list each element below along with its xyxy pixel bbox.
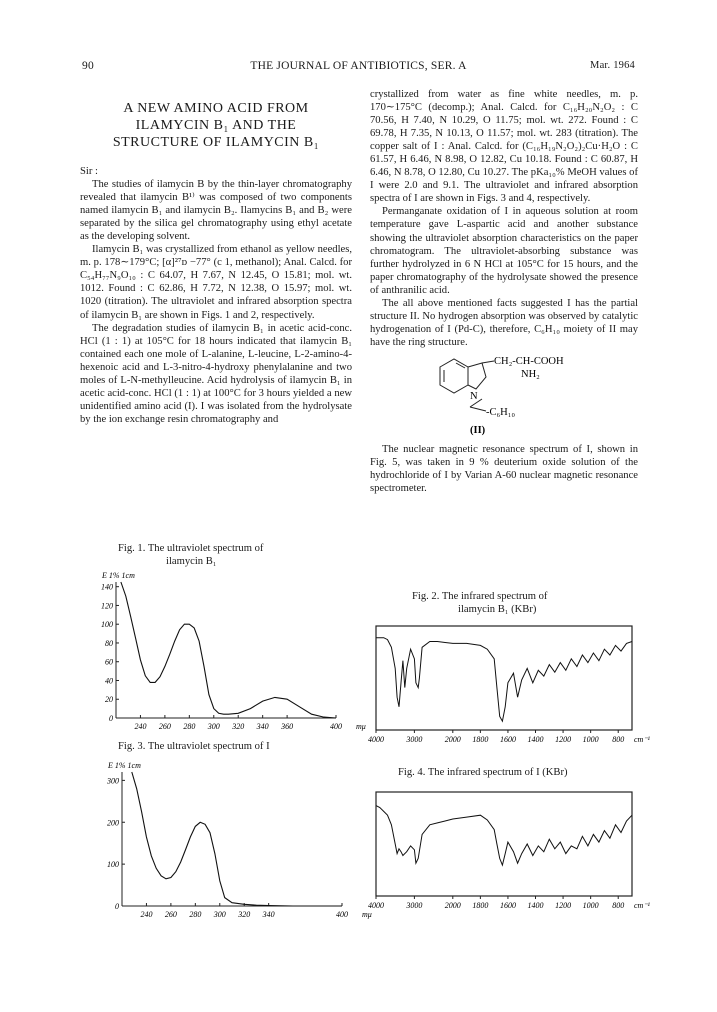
- y-axis-label: E 1% 1cm: [108, 761, 141, 770]
- x-unit-label: mμ: [362, 910, 372, 919]
- x-tick-label: 240: [140, 910, 153, 919]
- caption-line: ilamycin B₁ (KBr): [458, 604, 537, 615]
- x-tick-label: 2000: [444, 901, 461, 910]
- title-line: ILAMYCIN B₁ AND THE: [135, 118, 297, 133]
- fig1-svg: [80, 568, 366, 734]
- x-tick-label: 300: [213, 910, 226, 919]
- y-tick-label: 140: [101, 582, 113, 592]
- x-tick-label: 400: [330, 722, 342, 731]
- paragraph: The degradation studies of ilamycin B₁ in acetic acid-conc. HCl (1 : 1) at 105°C for 18 hours indicated that ilamycin B₁ contained each one mole of L-alanine, L-leucine, L-2-amino-4-hexenoic acid and L-3-nitro-4-hydroxy phenylalanine and two moles of L-N-methylleucine. Acid hydrolysis of ilamycin B₁ in acetic acid-conc. HCl (1 : 1) at 100°C for 3 hours yielded a new unidentified amino acid (I). I was isolated from the hydrolysate by the ion exchange resin chromatography and: [80, 322, 352, 425]
- fig3-svg: [100, 758, 372, 920]
- y-tick-label: 60: [105, 657, 113, 667]
- structure-label: (II): [470, 424, 486, 436]
- issue-date: Mar. 1964: [590, 60, 635, 71]
- caption-line: ilamycin B₁: [166, 556, 217, 567]
- x-tick-label: 240: [134, 722, 147, 731]
- title-line: A NEW AMINO ACID FROM: [123, 101, 309, 116]
- x-tick-label: 4000: [368, 901, 384, 910]
- x-tick-label: 3000: [406, 901, 423, 910]
- spectrum-line: [121, 582, 336, 718]
- x-tick-label: 2000: [444, 735, 461, 744]
- x-tick-label: 260: [164, 910, 177, 919]
- pyrrole-ring: [468, 363, 486, 389]
- title-line: STRUCTURE OF ILAMYCIN B₁: [112, 135, 320, 150]
- x-tick-label: 280: [183, 722, 196, 731]
- y-tick-label: 200: [107, 818, 119, 828]
- x-tick-label: 800: [612, 735, 625, 744]
- fig4-svg: [368, 788, 650, 916]
- right-column: [370, 88, 638, 495]
- left-column: [80, 88, 352, 426]
- x-tick-label: 1800: [472, 901, 489, 910]
- x-tick-label: 340: [262, 910, 275, 919]
- paragraph: The nuclear magnetic resonance spectrum of I, shown in Fig. 5, was taken in 9 % deuterium oxide solution of the hydrochloride of I by Varian A-60 nuclear magnetic resonance spectrometer.: [370, 443, 638, 495]
- page-number: 90: [82, 60, 94, 72]
- indole-rings: [440, 359, 494, 411]
- paragraph: The all above mentioned facts suggested I has the partial structure II. No hydrogen absorption was observed by catalytic hydrogenation of I (Pd-C), therefore, C₆H₁₀ moiety of II may have the ring structure.: [370, 297, 638, 348]
- side-chain-label: CH₂-CH-COOH: [494, 355, 564, 367]
- x-tick-label: 320: [238, 910, 251, 919]
- substituent-label: -C₆H₁₀: [486, 406, 516, 418]
- y-tick-label: 120: [101, 601, 113, 611]
- x-tick-label: 280: [189, 910, 202, 919]
- x-unit-label: cm⁻¹: [634, 901, 650, 910]
- y-tick-label: 300: [107, 776, 119, 786]
- plot-frame: [376, 792, 632, 896]
- x-tick-label: 4000: [368, 735, 384, 744]
- y-tick-label: 80: [105, 638, 113, 648]
- y-tick-label: 20: [105, 695, 113, 705]
- y-tick-label: 0: [109, 714, 113, 723]
- x-tick-label: 1200: [555, 901, 572, 910]
- y-axis-label: E 1% 1cm: [102, 571, 135, 580]
- y-tick-label: 100: [101, 620, 113, 630]
- y-tick-label: 40: [105, 676, 113, 686]
- x-tick-label: 320: [232, 722, 245, 731]
- spectrum-line: [376, 806, 632, 866]
- fig1-caption: [118, 542, 263, 568]
- y-tick-label: 100: [107, 860, 119, 870]
- spectrum-line: [132, 772, 342, 906]
- x-unit-label: mμ: [356, 722, 366, 731]
- spectrum-line: [376, 638, 632, 722]
- x-unit-label: cm⁻¹: [634, 735, 650, 744]
- caption-line: Fig. 2. The infrared spectrum of: [412, 591, 548, 602]
- paragraph: Ilamycin B₁ was crystallized from ethanol as yellow needles, m. p. 178∼179°C; [α]²⁷ᴅ −77° (c 1, methanol); Anal. Calcd. for C₅₄H₇₇N₉O₁₀ : C 64.07, H 7.67, N 12.45, O 15.81; mol. wt. 1012. Found : C 62.86, H 7.72, N 12.38, O 15.97; mol. wt. 1020 (titration). The ultraviolet and infrared absorption spectra of ilamycin B₁ are shown in Figs. 1 and 2, respectively.: [80, 244, 352, 321]
- x-tick-label: 260: [158, 722, 171, 731]
- x-tick-label: 1000: [582, 735, 599, 744]
- x-tick-label: 1800: [472, 735, 489, 744]
- x-tick-label: 1400: [527, 901, 544, 910]
- x-tick-label: 1600: [499, 901, 516, 910]
- paragraph: Permanganate oxidation of I in aqueous solution at room temperature gave L-aspartic acid and another substance showing the ultraviolet absorption characteristics on the paper chromatogram. The ultraviolet-absorbing substance was further hydrolyzed in 6 N HCl at 105°C for 15 hours, and the paper chromatography of the hydrolysate showed the presence of anthranilic acid.: [370, 206, 638, 296]
- x-tick-label: 1000: [582, 901, 599, 910]
- x-tick-label: 1200: [555, 735, 572, 744]
- journal-title: THE JOURNAL OF ANTIBIOTICS, SER. A: [250, 60, 467, 72]
- salutation: Sir :: [80, 166, 98, 177]
- paragraph: The studies of ilamycin B by the thin-layer chromatography revealed that ilamycin B¹⁾ was composed of two components named ilamycin B₁ and ilamycin B₂. Ilamycins B₁ and B₂ were separated by the silica gel chromatography using ethyl acetate as the developing solvent.: [80, 179, 352, 243]
- amine-label: NH₂: [521, 368, 540, 380]
- article-title: [80, 100, 352, 151]
- ring-n-label: N: [470, 390, 478, 402]
- structure-diagram: [430, 353, 590, 437]
- x-tick-label: 3000: [406, 735, 423, 744]
- x-tick-label: 400: [336, 910, 348, 919]
- x-tick-label: 800: [612, 901, 625, 910]
- fig3-caption: Fig. 3. The ultraviolet spectrum of I: [118, 741, 270, 752]
- paragraph: crystallized from water as fine white needles, m. p. 170∼175°C (decomp.); Anal. Calcd. for C₁₆H₂₀N₂O₂ : C 70.56, H 7.40, N 10.29, O 11.75; mol. wt. 272. Found : C 69.78, H 7.35, N 10.13, O 11.57; mol. wt. 283 (titration). The copper salt of I : Anal. Calcd. for (C₁₆H₁₉N₂O₂)₂Cu·H₂O : C 61.57, H 6.46, N 8.98, O 12.82, Cu 10.18. Found : C 60.87, H 6.46, N 8.78, O 12.80, Cu 10.27. The pKa₁₀% MeOH values of I were 2.0 and 9.1. The ultraviolet and infrared absorption spectra of I are shown in Figs. 3 and 4, respectively.: [370, 89, 638, 205]
- x-tick-label: 1400: [527, 735, 544, 744]
- fig2-caption: [412, 590, 547, 616]
- substituent-bond: [470, 407, 486, 411]
- fig4-caption: Fig. 4. The infrared spectrum of I (KBr): [398, 767, 568, 778]
- caption-line: Fig. 1. The ultraviolet spectrum of: [118, 543, 264, 554]
- x-tick-label: 1600: [499, 735, 516, 744]
- y-tick-label: 0: [115, 902, 119, 911]
- side-chain-bond: [482, 361, 494, 363]
- structure-ii: [370, 353, 638, 437]
- fig2-svg: [368, 622, 650, 750]
- x-tick-label: 300: [207, 722, 220, 731]
- x-tick-label: 360: [281, 722, 294, 731]
- x-tick-label: 340: [256, 722, 269, 731]
- double-bond: [456, 363, 465, 368]
